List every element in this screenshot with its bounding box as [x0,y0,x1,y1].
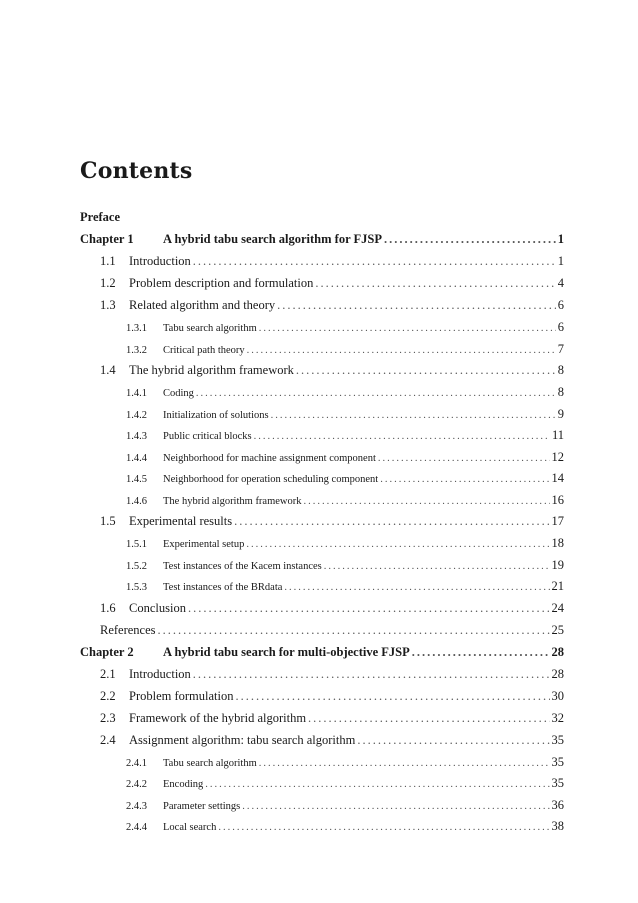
toc-entry-label: Critical path theory [163,344,245,356]
toc-dot-leader [247,345,556,356]
toc-entry-label: Local search [163,822,217,833]
toc-entry-subsection[interactable] [80,471,564,493]
toc-entry-number: 2.1 [100,666,116,681]
toc-dot-leader [218,822,549,833]
toc-entry-subsection[interactable] [80,819,564,841]
toc-entry-number: 1.5.3 [126,582,147,593]
toc-entry-section[interactable] [80,298,564,320]
toc-entry-subsection[interactable] [80,342,564,364]
toc-entry-label: Parameter settings [163,800,241,812]
toc-entry-label: Framework of the hybrid algorithm [129,710,307,725]
toc-entry-label: Experimental setup [163,539,245,550]
toc-dot-leader [259,758,550,769]
toc-entry-section[interactable] [80,254,564,276]
toc-entry-subsection[interactable] [80,755,564,777]
toc-entry-page: 4 [557,276,564,290]
toc-entry-number: 1.4.5 [126,474,147,485]
toc-entry-number: 1.4 [100,363,116,377]
toc-entry-label: Initialization of solutions [163,409,269,421]
toc-entry-page: 6 [557,320,564,334]
toc-entry-label: Test instances of the Kacem instances [163,560,322,572]
toc-dot-leader [234,514,549,529]
toc-dot-leader [324,561,550,572]
toc-dot-leader [271,410,556,421]
toc-entry-section[interactable] [80,514,564,536]
toc-entry-label: References [100,622,156,637]
toc-entry-page: 12 [551,449,564,464]
toc-entry-page: 28 [551,644,564,659]
toc-entry-subsection[interactable] [80,776,564,798]
toc-dot-leader [254,431,550,442]
toc-entry-page: 1 [557,254,564,268]
toc-entry-page: 9 [557,406,564,421]
toc-dot-leader [296,363,556,378]
toc-entry-label: Neighborhood for operation scheduling component [163,474,379,485]
toc-entry-label: Problem description and formulation [129,276,314,290]
toc-dot-leader [304,496,550,507]
toc-entry-subsection[interactable] [80,450,564,472]
toc-entry-number: 1.3.2 [126,344,147,356]
toc-entry-number: 1.4.3 [126,431,147,442]
toc-entry-label: Experimental results [129,514,233,528]
toc-entry-subsection[interactable] [80,579,564,601]
toc-entry-number: 1.4.2 [126,409,147,421]
toc-entry-section[interactable] [80,601,564,623]
toc-entry-number: 2.4.1 [126,757,147,769]
toc-entry-page: 11 [551,428,564,442]
toc-entry-page: 8 [557,363,564,377]
toc-entry-page: 18 [551,536,564,550]
toc-entry-chapter[interactable] [80,645,564,667]
toc-dot-leader [308,711,549,726]
toc-dot-leader [158,623,550,638]
toc-entry-number: 2.4.3 [126,800,147,812]
toc-entry-section[interactable] [80,667,564,689]
toc-entry-page: 32 [551,710,564,725]
toc-entry-label: The hybrid algorithm framework [129,363,294,377]
toc-entry-subsection[interactable] [80,428,564,450]
toc-entry-page: 19 [551,557,564,572]
toc-entry-label: Public critical blocks [163,431,252,442]
toc-entry-label: Tabu search algorithm [163,323,257,334]
toc-entry-number: 2.4.4 [126,822,147,833]
toc-entry-section[interactable] [80,363,564,385]
toc-entry-label: Conclusion [129,600,186,615]
toc-dot-leader [277,298,556,313]
toc-entry-number: 1.5.1 [126,539,147,550]
page-title: Contents [80,158,193,184]
toc-entry-page: 28 [551,666,564,681]
toc-entry-number: 1.5.2 [126,560,147,572]
toc-entry-page: 14 [551,471,564,485]
toc-entry-number: 1.4.1 [126,388,147,399]
toc-entry-section[interactable] [80,689,564,711]
toc-entry-subsection[interactable] [80,493,564,515]
toc-entry-number: 1.3.1 [126,323,147,334]
toc-entry-subsection[interactable] [80,320,564,342]
toc-entry-label: Neighborhood for machine assignment component [163,452,376,464]
toc-entry-label: Tabu search algorithm [163,757,257,769]
toc-entry-page: 1 [557,232,564,246]
toc-entry-page: 38 [551,819,564,833]
toc-entry-page: 21 [551,579,564,593]
toc-entry-chapter[interactable] [80,232,564,254]
toc-entry-subsection[interactable] [80,798,564,820]
toc-dot-leader [378,453,550,464]
toc-entry-page: 25 [551,622,564,637]
toc-entry-label: Introduction [129,254,191,268]
toc-dot-leader [246,539,549,550]
toc-dot-leader [315,276,555,291]
toc-dot-leader [188,601,550,616]
toc-entry-number: 1.4.4 [126,452,147,464]
toc-entry-label: Encoding [163,779,204,790]
toc-entry-label: A hybrid tabu search for multi-objective FJSP [163,644,410,659]
toc-entry-section[interactable] [80,276,564,298]
toc-dot-leader [236,689,550,704]
toc-entry-label: The hybrid algorithm framework [163,495,302,507]
toc-entry-page: 6 [557,298,564,312]
toc-entry-label: Assignment algorithm: tabu search algorithm [129,732,356,747]
toc-entry-page: 24 [551,600,564,615]
table-of-contents [80,210,564,841]
toc-dot-leader [196,388,556,399]
toc-entry-page: 35 [551,776,564,790]
toc-entry-subsection[interactable] [80,385,564,407]
toc-entry-section[interactable] [80,711,564,733]
toc-entry-subsection[interactable] [80,536,564,558]
toc-entry-number: 1.1 [100,254,116,268]
toc-entry-label: Introduction [129,666,191,681]
toc-entry-number: 1.2 [100,276,116,290]
toc-dot-leader [284,582,549,593]
toc-dot-leader [384,232,556,247]
toc-entry-number: 2.4 [100,732,116,747]
toc-entry-page: 35 [551,732,564,747]
toc-dot-leader [205,779,549,790]
toc-entry-number: 1.4.6 [126,495,147,507]
toc-entry-label: Test instances of the BRdata [163,582,283,593]
toc-entry-number: 1.3 [100,298,116,312]
toc-entry-number: Chapter 2 [80,644,134,659]
toc-dot-leader [259,323,556,334]
toc-entry-label: Coding [163,388,194,399]
toc-entry-page: 36 [551,797,564,812]
toc-dot-leader [380,474,549,485]
toc-dot-leader [193,667,550,682]
toc-entry-page: 7 [557,341,564,356]
toc-entry-number: 2.4.2 [126,779,147,790]
toc-dot-leader [357,733,549,748]
toc-entry-number: 2.2 [100,688,116,703]
toc-entry-front[interactable] [80,210,564,232]
toc-entry-number: 1.6 [100,600,116,615]
toc-entry-number: 2.3 [100,710,116,725]
toc-entry-label: Preface [80,210,121,224]
toc-entry-page: 16 [551,492,564,507]
toc-entry-number: Chapter 1 [80,232,134,246]
toc-entry-section[interactable] [80,733,564,755]
toc-entry-page: 8 [557,385,564,399]
toc-entry-subsection[interactable] [80,407,564,429]
toc-entry-page: 30 [551,688,564,703]
toc-dot-leader [242,801,549,812]
toc-entry-page: 17 [551,514,564,528]
toc-entry-label: Problem formulation [129,688,234,703]
toc-entry-label: A hybrid tabu search algorithm for FJSP [163,232,382,246]
toc-dot-leader [412,645,550,660]
toc-entry-number: 1.5 [100,514,116,528]
toc-entry-subsection[interactable] [80,558,564,580]
toc-entry-page: 35 [551,754,564,769]
toc-entry-ref[interactable] [80,623,564,645]
toc-dot-leader [193,254,556,269]
toc-entry-label: Related algorithm and theory [129,298,276,312]
